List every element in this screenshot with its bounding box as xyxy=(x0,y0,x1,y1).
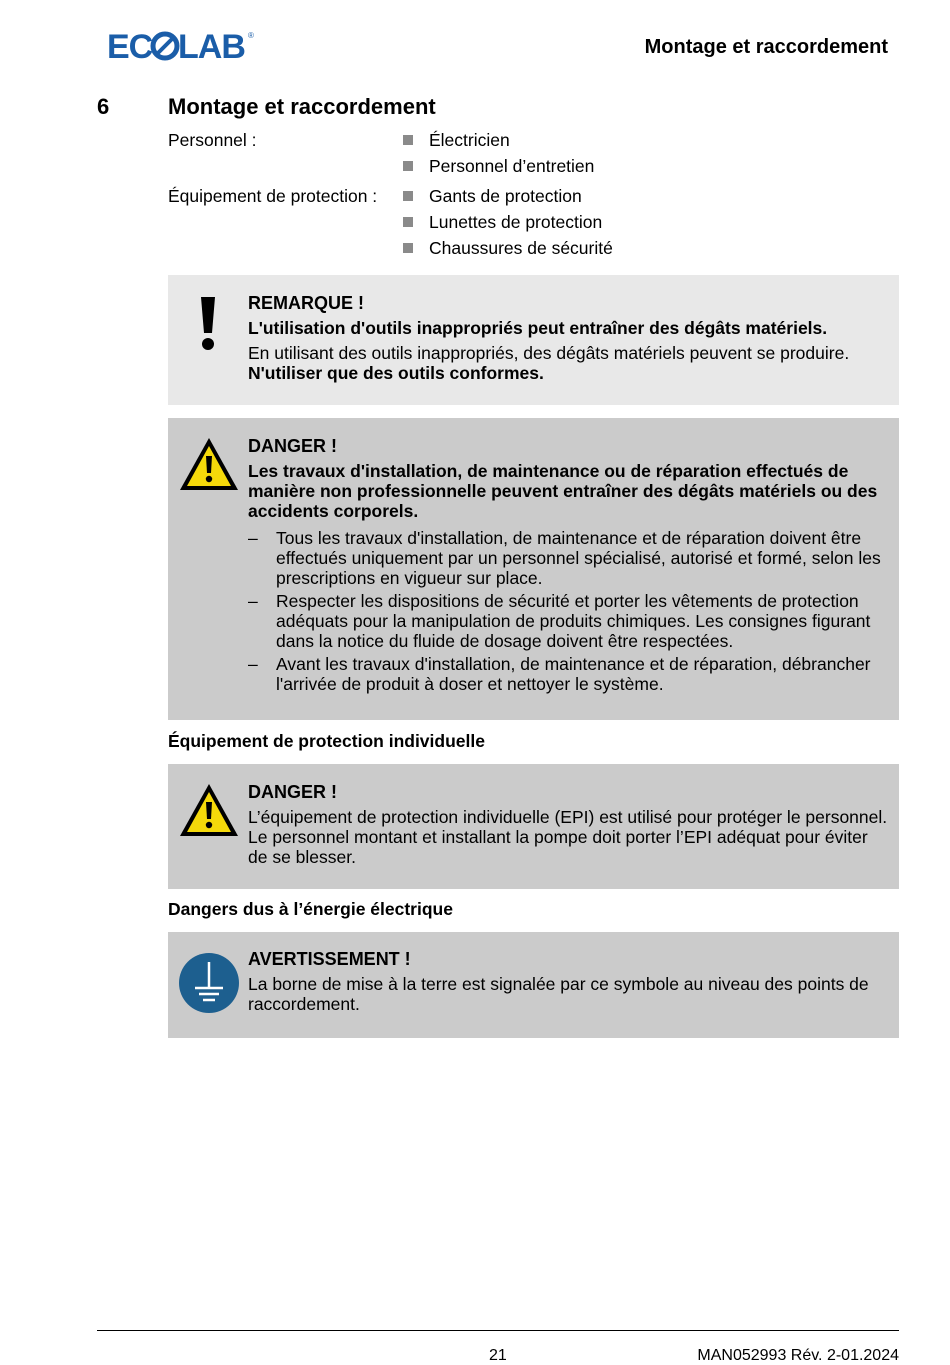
subheading-electrical: Dangers dus à l’énergie électrique xyxy=(168,899,453,919)
personnel-item: Électricien xyxy=(429,130,510,150)
bullet-square xyxy=(403,243,413,253)
instruction-item xyxy=(248,654,888,694)
page-number: 21 xyxy=(489,1347,507,1364)
equipment-item: Gants de protection xyxy=(429,186,582,206)
danger-instructions xyxy=(248,528,888,694)
svg-text:®: ® xyxy=(248,31,254,40)
equipment-item: Lunettes de protection xyxy=(429,212,603,232)
warning-text: La borne de mise à la terre est signalée par ce symbole au niveau des points de raccordement. xyxy=(248,974,869,1014)
notice-action: N'utiliser que des outils conformes. xyxy=(248,363,544,383)
danger-title: DANGER ! xyxy=(248,436,337,456)
exclamation-icon xyxy=(198,297,218,351)
footer-divider xyxy=(97,1330,899,1331)
svg-text:EC: EC xyxy=(107,28,153,66)
notice-title: REMARQUE ! xyxy=(248,293,364,313)
danger-box xyxy=(168,418,899,720)
ecolab-logo-graphic xyxy=(107,26,257,66)
warning-box xyxy=(168,932,899,1038)
personnel-label: Personnel : xyxy=(168,130,257,150)
instruction-text: Avant les travaux d'installation, de maintenance et de réparation, débrancher l'arrivée de produit à doser et nettoyer le système. xyxy=(276,654,871,694)
dash-marker: – xyxy=(248,654,258,674)
notice-box xyxy=(168,275,899,405)
svg-text:LAB: LAB xyxy=(178,28,245,66)
document-revision: MAN052993 Rév. 2-01.2024 xyxy=(697,1347,899,1364)
bullet-square xyxy=(403,135,413,145)
bullet-square xyxy=(403,161,413,171)
danger-text: L’équipement de protection individuelle (EPI) est utilisé pour protéger le personnel. Le personnel montant et installant la pompe doit porter l’EPI adéquat pour éviter de se blesser. xyxy=(248,807,888,867)
equipment-label: Équipement de protection : xyxy=(168,186,378,206)
warning-triangle-icon xyxy=(178,782,240,838)
ground-icon xyxy=(178,952,240,1014)
instruction-text: Respecter les dispositions de sécurité et porter les vêtements de protection adéquats pour la manipulation de produits chimiques. Les consignes figurant dans la notice du fluide de dosage doivent être respectées. xyxy=(276,591,871,651)
subheading-ppe: Équipement de protection individuelle xyxy=(168,731,485,751)
danger-box xyxy=(168,764,899,889)
equipment-item: Chaussures de sécurité xyxy=(429,238,613,258)
ecolab-logo xyxy=(107,26,257,66)
notice-text: En utilisant des outils inappropriés, des dégâts matériels peuvent se produire. xyxy=(248,343,850,363)
instruction-item xyxy=(248,591,888,651)
notice-headline: L'utilisation d'outils inappropriés peut entraîner des dégâts matériels. xyxy=(248,318,828,338)
bullet-square xyxy=(403,217,413,227)
instruction-text: Tous les travaux d'installation, de maintenance et de réparation doivent être effectués uniquement par un personnel spécialisé, autorisé et formé, selon les prescriptions en vigueur sur place. xyxy=(276,528,881,588)
danger-title: DANGER ! xyxy=(248,782,337,802)
section-title: Montage et raccordement xyxy=(168,94,436,119)
dash-marker: – xyxy=(248,528,258,548)
danger-headline: Les travaux d'installation, de maintenance ou de réparation effectués de manière non professionnelle peuvent entraîner des dégâts matériels ou des accidents corporels. xyxy=(248,461,878,521)
dash-marker: – xyxy=(248,591,258,611)
warning-title: AVERTISSEMENT ! xyxy=(248,949,411,969)
personnel-item: Personnel d’entretien xyxy=(429,156,595,176)
instruction-item xyxy=(248,528,888,588)
header-title: Montage et raccordement xyxy=(644,36,888,58)
warning-triangle-icon xyxy=(178,436,240,492)
section-number: 6 xyxy=(97,94,110,119)
bullet-square xyxy=(403,191,413,201)
